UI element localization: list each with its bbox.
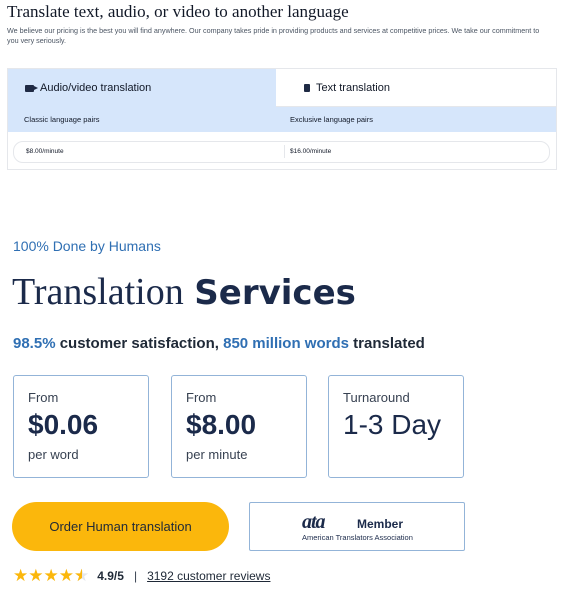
price-divider (284, 145, 285, 158)
card-unit: per minute (186, 447, 248, 462)
price-per-word-card (13, 375, 149, 478)
video-icon (25, 85, 34, 92)
exclusive-price: $16.00/minute (290, 148, 332, 155)
document-icon (304, 84, 310, 92)
ata-member-badge[interactable] (249, 502, 465, 551)
pricing-panel (7, 68, 557, 170)
hero-title (12, 270, 356, 314)
exclusive-pairs-label: Exclusive language pairs (290, 115, 373, 124)
hero-title-word-2: Services (194, 273, 356, 313)
ata-member-label: Member (357, 517, 404, 531)
star-icon: ★ (43, 566, 59, 585)
words-stat: 850 million words (223, 335, 349, 352)
language-pair-header (8, 107, 556, 132)
hero-stats (13, 335, 425, 352)
hero-eyebrow: 100% Done by Humans (13, 238, 161, 254)
tab-audio-video[interactable] (8, 69, 276, 107)
rating-separator: | (133, 568, 138, 583)
rating-score: 4.9/5 (97, 568, 124, 583)
turnaround-card (328, 375, 464, 478)
card-value: $0.06 (28, 409, 99, 440)
card-label: Turnaround (343, 390, 410, 405)
price-per-minute-card (171, 375, 307, 478)
satisfaction-stat: 98.5% (13, 335, 56, 352)
classic-pairs-label: Classic language pairs (24, 115, 100, 124)
hero-title-word-1: Translation (12, 271, 184, 313)
star-icon: ★ (58, 566, 74, 585)
ata-logo: ata (302, 511, 325, 533)
customer-reviews-link[interactable]: 3192 customer reviews (147, 568, 271, 583)
card-value: 1-3 Day (343, 409, 442, 440)
tab-text-label: Text translation (316, 81, 390, 94)
page-heading: Translate text, audio, or video to another language (7, 2, 349, 21)
card-value: $8.00 (186, 409, 257, 440)
rating-stars (13, 567, 89, 584)
tab-audio-video-label: Audio/video translation (40, 82, 152, 94)
classic-price: $8.00/minute (26, 148, 64, 155)
page-description: We believe our pricing is the best you will find anywhere. Our company takes pride in providing products and services at competitive prices. We take our commitment to you very seriously. (7, 26, 540, 45)
card-label: From (28, 390, 59, 405)
star-icon: ★ (28, 566, 44, 585)
stats-text-1: customer satisfaction, (55, 335, 224, 352)
card-label: From (186, 390, 217, 405)
stats-text-2: translated (348, 335, 425, 352)
tab-text[interactable] (276, 69, 556, 107)
star-icon: ★ (13, 566, 29, 585)
order-translation-button[interactable]: Order Human translation (12, 502, 229, 551)
half-star-icon: ★ ★ (74, 567, 89, 584)
card-unit: per word (28, 447, 79, 462)
rating-bar (13, 567, 270, 584)
ata-subtitle: American Translators Association (302, 533, 413, 542)
price-row (13, 141, 550, 163)
